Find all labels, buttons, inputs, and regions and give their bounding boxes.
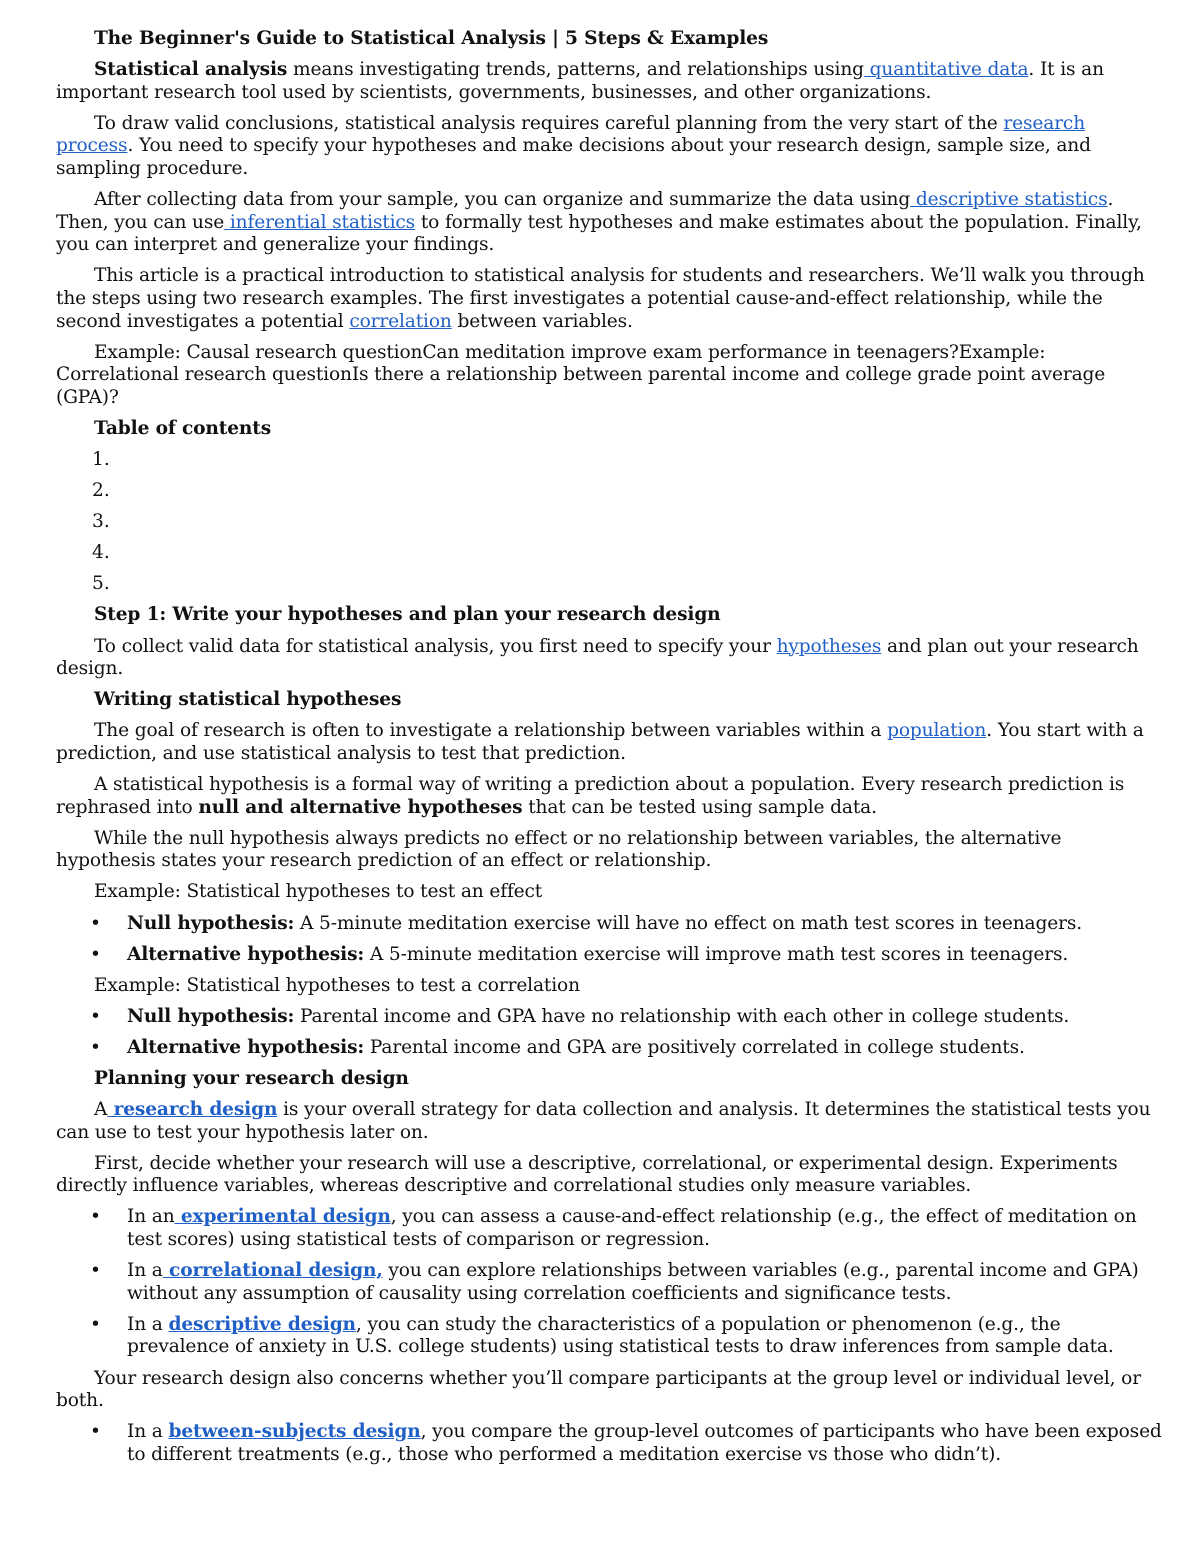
link-between-subjects-design[interactable]: between-subjects design [168, 1421, 421, 1443]
text-span: , you can study the characteristics of a population or phenomenon (e.g., the prevalence of anxiety in U.S. college students) using statistical tests to draw inferences from sample data. [127, 1313, 1114, 1358]
intro-paragraph-1 [56, 59, 1166, 104]
text-span: To draw valid conclusions, statistical analysis requires careful planning from the very start of the [94, 112, 1004, 134]
text-span: . You start with a prediction, and use statistical analysis to test that prediction. [56, 720, 1144, 764]
text-span: In an [127, 1206, 175, 1228]
bold-term: Alternative hypothesis: [127, 943, 365, 965]
document-title: The Beginner's Guide to Statistical Analysis | 5 Steps & Examples [94, 28, 769, 49]
example-research-questions: Example: Causal research questionCan meditation improve exam performance in teenagers?Example: Correlational research questionIs there a relationship between parental income and college grade point average (GPA)? [56, 341, 1106, 408]
intro-paragraph-3 [56, 189, 1166, 257]
intro-paragraph-2 [56, 113, 1166, 181]
toc-item[interactable]: 5. [92, 573, 110, 595]
text-span: . You need to specify your hypotheses and make decisions about your research design, sample size, and sampling procedure. [56, 135, 1091, 179]
writing-paragraph-2 [56, 774, 1166, 819]
list-item [56, 944, 1166, 967]
toc-item[interactable]: 2. [92, 480, 110, 502]
text-span: Parental income and GPA are positively correlated in college students. [364, 1036, 1025, 1058]
step1-heading: Step 1: Write your hypotheses and plan your research design [94, 604, 721, 626]
bold-term: Statistical analysis [94, 59, 288, 81]
list-item [56, 1260, 1166, 1305]
text-span: that can be tested using sample data. [522, 796, 877, 818]
text-span: This article is a practical introduction to statistical analysis for students and researchers. We’ll walk you through the steps using two research examples. The first investigates a potential cause-and-effect relationship, while the second investigates a potential [56, 265, 1145, 332]
text-span: . It is an important research tool used by scientists, governments, businesses, and other organizations. [56, 59, 1104, 103]
planning-paragraph-3: Your research design also concerns whether you’ll compare participants at the group level or individual level, or both. [56, 1367, 1141, 1412]
text-span: A 5-minute meditation exercise will improve math test scores in teenagers. [364, 943, 1069, 965]
bullet-icon: • [90, 1005, 101, 1027]
link-experimental-design[interactable]: experimental design [174, 1206, 391, 1228]
link-descriptive-design[interactable]: descriptive design [168, 1313, 356, 1335]
bold-term: Null hypothesis: [127, 912, 295, 934]
list-item [56, 1421, 1166, 1466]
list-item [56, 913, 1166, 936]
text-span: In a [127, 1421, 169, 1443]
planning-heading: Planning your research design [94, 1067, 409, 1089]
list-item [56, 1006, 1166, 1029]
bullet-icon: • [90, 1206, 101, 1228]
text-span: , you compare the group-level outcomes of participants who have been exposed to different treatments (e.g., those who performed a meditation exercise vs those who didn’t). [127, 1421, 1162, 1465]
text-span: . Then, you can use [56, 189, 1114, 233]
list-item [56, 1206, 1166, 1251]
toc-item[interactable]: 4. [92, 542, 110, 564]
bold-term: Alternative hypothesis: [127, 1036, 365, 1058]
text-span: means investigating trends, patterns, and relationships using [287, 59, 864, 81]
list-item [56, 1314, 1166, 1359]
text-span: and plan out your research design. [56, 635, 1139, 680]
design-types-list [56, 1206, 1166, 1359]
step1-paragraph [56, 636, 1166, 681]
text-span: A [94, 1099, 108, 1121]
bullet-icon: • [90, 1421, 101, 1443]
link-research-process[interactable]: research process [56, 112, 1086, 157]
text-span: is your overall strategy for data collection and analysis. It determines the statistical tests you can use to test your hypothesis later on. [56, 1099, 1151, 1143]
bullet-icon: • [90, 943, 101, 965]
text-span: After collecting data from your sample, you can organize and summarize the data using [94, 189, 911, 211]
link-correlation[interactable]: correlation [349, 310, 452, 332]
intro-paragraph-4 [56, 265, 1166, 333]
text-span: you can explore relationships between variables (e.g., parental income and GPA) without any assumption of causality using correlation coefficients and significance tests. [127, 1260, 1139, 1304]
planning-paragraph-1 [56, 1099, 1166, 1144]
level-types-list [56, 1421, 1166, 1466]
text-span: In a [127, 1260, 163, 1282]
correlation-hypotheses-list [56, 1006, 1166, 1060]
writing-hypotheses-heading: Writing statistical hypotheses [94, 689, 402, 711]
link-descriptive-statistics[interactable]: descriptive statistics [910, 189, 1108, 211]
link-quantitative-data[interactable]: quantitative data [863, 59, 1029, 81]
text-span: In a [127, 1313, 169, 1335]
toc-item[interactable]: 1. [92, 449, 110, 470]
text-span: Parental income and GPA have no relationship with each other in college students. [294, 1005, 1070, 1027]
table-of-contents [56, 449, 1166, 596]
bold-term: null and alternative hypotheses [198, 796, 523, 818]
example-label-effect: Example: Statistical hypotheses to test an effect [94, 881, 543, 903]
text-span: A 5-minute meditation exercise will have no effect on math test scores in teenagers. [294, 912, 1082, 934]
toc-heading: Table of contents [94, 417, 272, 439]
writing-paragraph-1 [56, 720, 1166, 765]
text-span: To collect valid data for statistical analysis, you first need to specify your [94, 635, 777, 657]
link-correlational-design[interactable]: correlational design, [162, 1260, 383, 1282]
link-population[interactable]: population [887, 720, 987, 742]
bold-term: Null hypothesis: [127, 1005, 295, 1027]
effect-hypotheses-list [56, 913, 1166, 967]
list-item [56, 1037, 1166, 1060]
link-research-design[interactable]: research design [107, 1099, 278, 1121]
text-span: The goal of research is often to investigate a relationship between variables within a [94, 720, 888, 742]
planning-paragraph-2: First, decide whether your research will use a descriptive, correlational, or experimental design. Experiments directly influence variables, whereas descriptive and correlational studies only measure variables. [56, 1152, 1118, 1197]
link-hypotheses[interactable]: hypotheses [776, 635, 882, 657]
text-span: between variables. [451, 310, 633, 332]
link-inferential-statistics[interactable]: inferential statistics [224, 211, 416, 233]
writing-paragraph-3: While the null hypothesis always predicts no effect or no relationship between variables, the alternative hypothesis states your research prediction of an effect or relationship. [56, 827, 1062, 872]
text-span: A statistical hypothesis is a formal way of writing a prediction about a population. Every research prediction is rephrased into [56, 774, 1125, 818]
bullet-icon: • [90, 1313, 101, 1335]
bullet-icon: • [90, 1260, 101, 1282]
bullet-icon: • [90, 1036, 101, 1058]
toc-item[interactable]: 3. [92, 511, 110, 533]
bullet-icon: • [90, 912, 101, 934]
text-span: , you can assess a cause-and-effect relationship (e.g., the effect of meditation on test scores) using statistical tests of comparison or regression. [127, 1206, 1137, 1251]
example-label-correlation: Example: Statistical hypotheses to test a correlation [94, 974, 580, 996]
text-span: to formally test hypotheses and make estimates about the population. Finally, you can interpret and generalize your findings. [56, 211, 1142, 256]
